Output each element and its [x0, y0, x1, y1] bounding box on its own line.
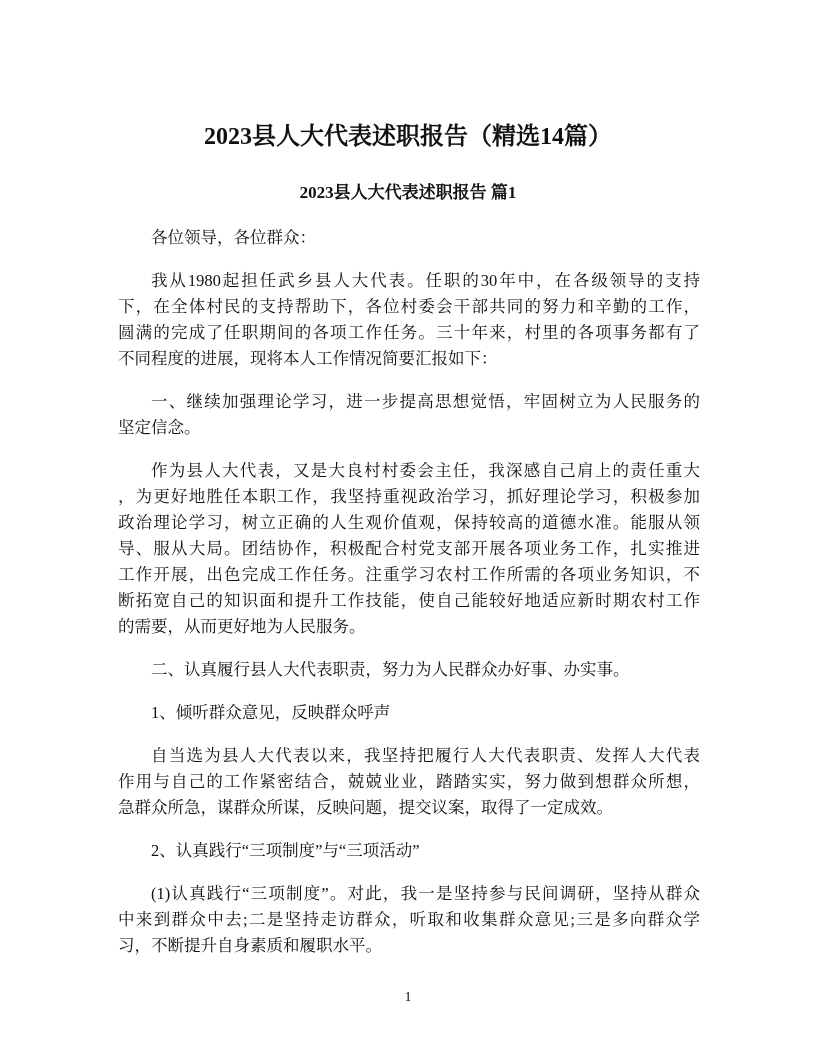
text-line: 一、继续加强理论学习，进一步提高思想觉悟，牢固树立为人民服务的 [151, 392, 700, 411]
text-line: 不同程度的进展，现将本人工作情况简要汇报如下： [118, 349, 498, 368]
text-line: 下，在全体村民的支持帮助下，各位村委会干部共同的努力和辛勤的工作， [118, 297, 700, 316]
paragraph [118, 657, 700, 683]
text-line: ，为更好地胜任本职工作，我坚持重视政治学习，抓好理论学习，积极参加 [118, 487, 700, 506]
text-line: 圆满的完成了任职期间的各项工作任务。三十年来，村里的各项事务都有了 [118, 323, 700, 342]
text-line: 工作开展，出色完成工作任务。注重学习农村工作所需的各项业务知识，不 [118, 565, 700, 584]
paragraph [118, 225, 700, 251]
text-line: 的需要，从而更好地为人民服务。 [118, 617, 366, 636]
text-line: 1、倾听群众意见，反映群众呼声 [151, 703, 391, 722]
paragraph [118, 389, 700, 441]
text-line: 各位领导，各位群众： [151, 228, 316, 247]
paragraph [118, 881, 700, 959]
text-line: (1)认真践行“三项制度”。对此，我一是坚持参与民间调研，坚持从群众 [151, 884, 700, 903]
text-line: 自当选为县人大代表以来，我坚持把履行人大代表职责、发挥人大代表 [151, 746, 700, 765]
text-line: 我从1980起担任武乡县人大代表。任职的30年中，在各级领导的支持 [151, 271, 700, 290]
text-line: 中来到群众中去;二是坚持走访群众，听取和收集群众意见;三是多向群众学 [118, 910, 700, 929]
text-line: 断拓宽自己的知识面和提升工作技能，使自己能较好地适应新时期农村工作 [118, 591, 700, 610]
paragraph [118, 458, 700, 640]
text-line: 二、认真履行县人大代表职责，努力为人民群众办好事、办实事。 [151, 660, 630, 679]
paragraph [118, 700, 700, 726]
paragraph [118, 268, 700, 372]
paragraph [118, 743, 700, 821]
text-line: 坚定信念。 [118, 418, 201, 437]
text-line: 作为县人大代表，又是大良村村委会主任，我深感自己肩上的责任重大 [151, 461, 700, 480]
document-title: 2023县人大代表述职报告（精选14篇） [204, 124, 612, 150]
text-line: 2、认真践行“三项制度”与“三项活动” [151, 841, 420, 860]
document-body [118, 225, 700, 976]
text-line: 政治理论学习，树立正确的人生观价值观，保持较高的道德水准。能服从领 [118, 513, 700, 532]
paragraph [118, 838, 700, 864]
text-line: 导、服从大局。团结协作，积极配合村党支部开展各项业务工作，扎实推进 [118, 539, 700, 558]
page-number: 1 [404, 990, 412, 1005]
text-line: 急群众所急，谋群众所谋，反映问题，提交议案，取得了一定成效。 [118, 798, 613, 817]
section-heading: 2023县人大代表述职报告 篇1 [299, 183, 517, 202]
text-line: 作用与自己的工作紧密结合，兢兢业业，踏踏实实，努力做到想群众所想， [118, 772, 700, 791]
text-line: 习，不断提升自身素质和履职水平。 [118, 936, 382, 955]
